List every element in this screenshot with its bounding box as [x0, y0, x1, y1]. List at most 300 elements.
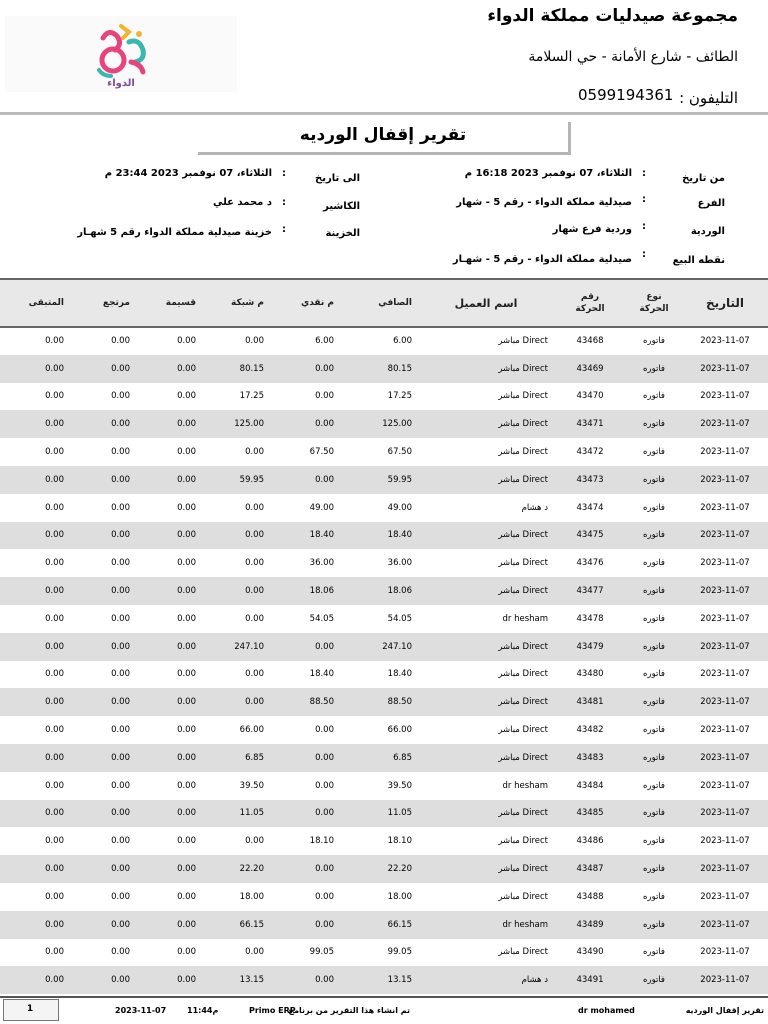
col-coupon-header: قسيمة: [165, 298, 196, 308]
phone-value: 0599194361: [578, 86, 674, 104]
logo-area: [5, 16, 237, 92]
table-row: [0, 494, 768, 522]
cell-number: 43477: [576, 586, 604, 597]
cell-returned: 0.00: [111, 697, 130, 708]
cell-cash: 0.00: [315, 725, 334, 736]
cell-number: 43484: [576, 780, 604, 791]
cell-number: 43481: [576, 697, 604, 708]
table-row: [0, 438, 768, 466]
cell-type: فاتوره: [643, 864, 665, 875]
table-row: [0, 327, 768, 355]
cell-coupon: 0.00: [177, 697, 196, 708]
cell-date: 2023-11-07: [700, 336, 750, 347]
cell-customer: مباشر Direct: [498, 864, 548, 875]
cell-type: فاتوره: [643, 725, 665, 736]
cell-returned: 0.00: [111, 641, 130, 652]
cell-number: 43470: [576, 391, 604, 402]
cell-customer: مباشر Direct: [498, 725, 548, 736]
cell-net: 36.00: [387, 558, 412, 569]
branch-colon: :: [642, 194, 646, 205]
cell-remaining: 0.00: [45, 780, 64, 791]
cell-date: 2023-11-07: [700, 697, 750, 708]
cell-date: 2023-11-07: [700, 613, 750, 624]
cell-customer: مباشر Direct: [498, 558, 548, 569]
cell-coupon: 0.00: [177, 586, 196, 597]
report-title: تقرير إقفال الورديه: [299, 125, 467, 145]
cell-network: 22.20: [239, 864, 264, 875]
col-customer-header: اسم العميل: [454, 296, 518, 310]
logo-text: الدواء: [107, 78, 135, 89]
cell-date: 2023-11-07: [700, 363, 750, 374]
cell-customer: مباشر Direct: [498, 474, 548, 485]
cell-network: 6.85: [245, 752, 264, 763]
cell-customer: د هشام: [521, 975, 548, 986]
cell-number: 43490: [576, 947, 604, 958]
cell-number: 43479: [576, 641, 604, 652]
cell-network: 59.95: [239, 474, 264, 485]
treasury-label: الخزينة: [325, 228, 360, 239]
cell-net: 88.50: [387, 697, 412, 708]
cell-customer: مباشر Direct: [498, 586, 548, 597]
cell-coupon: 0.00: [177, 947, 196, 958]
cell-number: 43487: [576, 864, 604, 875]
shift-colon: :: [642, 221, 646, 232]
cell-network: 0.00: [245, 502, 264, 513]
cell-customer: مباشر Direct: [498, 391, 548, 402]
cell-type: فاتوره: [643, 780, 665, 791]
cell-cash: 6.00: [315, 336, 334, 347]
cell-net: 18.40: [387, 669, 412, 680]
cell-remaining: 0.00: [45, 641, 64, 652]
company-name: مجموعة صيدليات مملكة الدواء: [487, 6, 738, 26]
cell-returned: 0.00: [111, 947, 130, 958]
cell-cash: 99.05: [309, 947, 334, 958]
cell-number: 43473: [576, 474, 604, 485]
cell-network: 0.00: [245, 669, 264, 680]
cell-number: 43491: [576, 975, 604, 986]
cell-remaining: 0.00: [45, 697, 64, 708]
cell-cash: 0.00: [315, 391, 334, 402]
cell-number: 43489: [576, 919, 604, 930]
cell-net: 18.40: [387, 530, 412, 541]
cell-number: 43475: [576, 530, 604, 541]
cell-coupon: 0.00: [177, 558, 196, 569]
cell-coupon: 0.00: [177, 641, 196, 652]
cell-net: 125.00: [382, 419, 412, 430]
cell-coupon: 0.00: [177, 836, 196, 847]
cell-coupon: 0.00: [177, 336, 196, 347]
cell-returned: 0.00: [111, 502, 130, 513]
cell-date: 2023-11-07: [700, 725, 750, 736]
cell-cash: 0.00: [315, 641, 334, 652]
footer-report-name: تقرير إقفال الورديه: [685, 1006, 764, 1015]
cell-type: فاتوره: [643, 447, 665, 458]
cell-network: 0.00: [245, 586, 264, 597]
table-row: [0, 827, 768, 855]
table-row: [0, 605, 768, 633]
cell-remaining: 0.00: [45, 391, 64, 402]
table-row: [0, 549, 768, 577]
col-type-header: [626, 279, 682, 327]
treasury-value: خزينة صيدلية مملكة الدواء رقم 5 شهـار: [77, 227, 272, 238]
table-row: [0, 661, 768, 689]
cell-date: 2023-11-07: [700, 586, 750, 597]
cell-number: 43483: [576, 752, 604, 763]
cell-coupon: 0.00: [177, 391, 196, 402]
cell-cash: 0.00: [315, 808, 334, 819]
cell-customer: مباشر Direct: [498, 641, 548, 652]
table-row: [0, 716, 768, 744]
cell-network: 0.00: [245, 613, 264, 624]
table-row: [0, 911, 768, 939]
cell-type: فاتوره: [643, 558, 665, 569]
cell-date: 2023-11-07: [700, 558, 750, 569]
table-header-row: [0, 279, 768, 327]
cell-remaining: 0.00: [45, 919, 64, 930]
cell-cash: 18.10: [309, 836, 334, 847]
cell-cash: 88.50: [309, 697, 334, 708]
cell-coupon: 0.00: [177, 502, 196, 513]
col-type-header-text: نوع الحركة: [639, 292, 669, 314]
cell-returned: 0.00: [111, 780, 130, 791]
pos-colon: :: [642, 249, 646, 260]
cell-customer: dr hesham: [502, 919, 548, 930]
cell-remaining: 0.00: [45, 613, 64, 624]
cell-returned: 0.00: [111, 530, 130, 541]
cell-remaining: 0.00: [45, 808, 64, 819]
footer-user: dr mohamed: [578, 1006, 635, 1015]
cell-network: 66.00: [239, 725, 264, 736]
cell-cash: 49.00: [309, 502, 334, 513]
cell-customer: مباشر Direct: [498, 336, 548, 347]
cell-net: 99.05: [387, 947, 412, 958]
cell-returned: 0.00: [111, 919, 130, 930]
table-row: [0, 883, 768, 911]
table-row: [0, 966, 768, 994]
table-row: [0, 633, 768, 661]
cell-returned: 0.00: [111, 419, 130, 430]
cell-coupon: 0.00: [177, 808, 196, 819]
cashier-colon: :: [282, 197, 286, 208]
cell-remaining: 0.00: [45, 474, 64, 485]
cell-net: 18.00: [387, 891, 412, 902]
cell-net: 59.95: [387, 474, 412, 485]
cell-returned: 0.00: [111, 474, 130, 485]
cell-date: 2023-11-07: [700, 975, 750, 986]
cell-net: 80.15: [387, 363, 412, 374]
pos-label: نقطه البيع: [672, 255, 725, 266]
cell-number: 43480: [576, 669, 604, 680]
footer-divider: [0, 996, 768, 998]
cell-date: 2023-11-07: [700, 864, 750, 875]
footer-date: 2023-11-07: [115, 1006, 167, 1015]
cell-remaining: 0.00: [45, 363, 64, 374]
to-date-colon: :: [282, 168, 286, 179]
cell-type: فاتوره: [643, 836, 665, 847]
cell-remaining: 0.00: [45, 558, 64, 569]
cell-coupon: 0.00: [177, 780, 196, 791]
cell-date: 2023-11-07: [700, 391, 750, 402]
cell-cash: 0.00: [315, 891, 334, 902]
cell-date: 2023-11-07: [700, 669, 750, 680]
cell-remaining: 0.00: [45, 530, 64, 541]
cell-number: 43482: [576, 725, 604, 736]
cell-coupon: 0.00: [177, 669, 196, 680]
cell-date: 2023-11-07: [700, 641, 750, 652]
cell-coupon: 0.00: [177, 474, 196, 485]
cell-cash: 0.00: [315, 363, 334, 374]
cell-cash: 18.40: [309, 530, 334, 541]
table-row: [0, 744, 768, 772]
cell-number: 43469: [576, 363, 604, 374]
from-date-label: من تاريخ: [682, 173, 725, 184]
shift-value: وردية فرع شهار: [552, 224, 632, 235]
cell-network: 17.25: [239, 391, 264, 402]
cell-network: 0.00: [245, 558, 264, 569]
to-date-label: الى تاريخ: [314, 173, 360, 184]
cell-remaining: 0.00: [45, 975, 64, 986]
cell-cash: 0.00: [315, 780, 334, 791]
col-returned-header: مرتجع: [102, 298, 130, 308]
cell-date: 2023-11-07: [700, 780, 750, 791]
cell-number: 43472: [576, 447, 604, 458]
footer-time: م11:44: [187, 1006, 219, 1015]
col-remaining-header: المتبقى: [28, 298, 64, 308]
cell-type: فاتوره: [643, 530, 665, 541]
cell-type: فاتوره: [643, 391, 665, 402]
cell-returned: 0.00: [111, 891, 130, 902]
cell-returned: 0.00: [111, 975, 130, 986]
cell-net: 11.05: [387, 808, 412, 819]
from-date-colon: :: [642, 168, 646, 179]
cell-number: 43468: [576, 336, 604, 347]
cell-remaining: 0.00: [45, 864, 64, 875]
cell-cash: 18.40: [309, 669, 334, 680]
cell-network: 0.00: [245, 530, 264, 541]
cell-date: 2023-11-07: [700, 891, 750, 902]
cell-returned: 0.00: [111, 836, 130, 847]
cell-remaining: 0.00: [45, 947, 64, 958]
cell-coupon: 0.00: [177, 613, 196, 624]
cell-returned: 0.00: [111, 808, 130, 819]
branch-label: الفرع: [697, 198, 725, 209]
cell-cash: 54.05: [309, 613, 334, 624]
cell-number: 43478: [576, 613, 604, 624]
cell-network: 0.00: [245, 697, 264, 708]
cell-type: فاتوره: [643, 975, 665, 986]
cell-date: 2023-11-07: [700, 836, 750, 847]
cell-type: فاتوره: [643, 474, 665, 485]
table-row: [0, 577, 768, 605]
company-address: الطائف - شارع الأمانة - حي السلامة: [528, 49, 738, 65]
table-row: [0, 939, 768, 967]
cell-returned: 0.00: [111, 864, 130, 875]
cell-net: 13.15: [387, 975, 412, 986]
table-row: [0, 772, 768, 800]
cell-returned: 0.00: [111, 363, 130, 374]
cell-net: 18.06: [387, 586, 412, 597]
cell-returned: 0.00: [111, 447, 130, 458]
cell-number: 43485: [576, 808, 604, 819]
cell-coupon: 0.00: [177, 447, 196, 458]
cell-net: 6.85: [393, 752, 412, 763]
cell-network: 80.15: [239, 363, 264, 374]
cell-number: 43486: [576, 836, 604, 847]
cell-network: 0.00: [245, 836, 264, 847]
cell-number: 43488: [576, 891, 604, 902]
table-row: [0, 522, 768, 550]
cell-type: فاتوره: [643, 502, 665, 513]
cell-returned: 0.00: [111, 558, 130, 569]
table-row: [0, 355, 768, 383]
cell-network: 11.05: [239, 808, 264, 819]
cell-returned: 0.00: [111, 391, 130, 402]
cell-network: 18.00: [239, 891, 264, 902]
table-row: [0, 466, 768, 494]
cell-network: 0.00: [245, 336, 264, 347]
cell-coupon: 0.00: [177, 864, 196, 875]
cell-net: 17.25: [387, 391, 412, 402]
cell-type: فاتوره: [643, 363, 665, 374]
cell-customer: مباشر Direct: [498, 947, 548, 958]
cell-returned: 0.00: [111, 613, 130, 624]
col-network-header: م شبكة: [231, 298, 264, 308]
cell-cash: 0.00: [315, 975, 334, 986]
cell-number: 43474: [576, 502, 604, 513]
to-date-value: الثلاثاء، 07 نوفمبر 2023 23:44 م: [104, 168, 272, 179]
cell-type: فاتوره: [643, 919, 665, 930]
cell-cash: 18.06: [309, 586, 334, 597]
page-number: 1: [26, 1004, 34, 1014]
cell-coupon: 0.00: [177, 891, 196, 902]
cell-coupon: 0.00: [177, 919, 196, 930]
cell-number: 43471: [576, 419, 604, 430]
cell-cash: 67.50: [309, 447, 334, 458]
cell-net: 39.50: [387, 780, 412, 791]
cell-customer: مباشر Direct: [498, 697, 548, 708]
cell-network: 0.00: [245, 947, 264, 958]
table-row: [0, 410, 768, 438]
cell-net: 6.00: [393, 336, 412, 347]
cell-type: فاتوره: [643, 808, 665, 819]
pos-value: صيدلية مملكة الدواء - رقم 5 - شهـار: [452, 254, 632, 265]
cell-returned: 0.00: [111, 752, 130, 763]
cell-customer: مباشر Direct: [498, 836, 548, 847]
cell-net: 66.00: [387, 725, 412, 736]
cell-customer: مباشر Direct: [498, 891, 548, 902]
cell-net: 54.05: [387, 613, 412, 624]
cell-remaining: 0.00: [45, 836, 64, 847]
cell-cash: 36.00: [309, 558, 334, 569]
cell-type: فاتوره: [643, 697, 665, 708]
cell-returned: 0.00: [111, 669, 130, 680]
cell-cash: 0.00: [315, 864, 334, 875]
cell-customer: dr hesham: [502, 780, 548, 791]
cell-type: فاتوره: [643, 336, 665, 347]
cell-remaining: 0.00: [45, 669, 64, 680]
cell-customer: مباشر Direct: [498, 808, 548, 819]
cell-network: 0.00: [245, 447, 264, 458]
cell-remaining: 0.00: [45, 752, 64, 763]
col-cash-header: م نقدي: [300, 298, 334, 308]
cell-coupon: 0.00: [177, 752, 196, 763]
cell-date: 2023-11-07: [700, 447, 750, 458]
from-date-value: الثلاثاء، 07 نوفمبر 2023 16:18 م: [464, 168, 632, 179]
cell-customer: مباشر Direct: [498, 669, 548, 680]
table-row: [0, 383, 768, 411]
header-divider: [0, 112, 768, 115]
cell-returned: 0.00: [111, 336, 130, 347]
cell-type: فاتوره: [643, 752, 665, 763]
cashier-value: د محمد علي: [212, 197, 272, 208]
cell-cash: 0.00: [315, 419, 334, 430]
cell-remaining: 0.00: [45, 419, 64, 430]
table-row: [0, 855, 768, 883]
cell-cash: 0.00: [315, 919, 334, 930]
cell-remaining: 0.00: [45, 891, 64, 902]
cell-net: 49.00: [387, 502, 412, 513]
cell-coupon: 0.00: [177, 530, 196, 541]
footer-program: Primo ERP: [249, 1006, 296, 1015]
branch-value: صيدلية مملكة الدواء - رقم 5 - شهار: [456, 197, 632, 208]
cell-type: فاتوره: [643, 613, 665, 624]
cell-network: 247.10: [234, 641, 264, 652]
phone-label: التليفون :: [679, 89, 738, 107]
cell-date: 2023-11-07: [700, 419, 750, 430]
cell-type: فاتوره: [643, 586, 665, 597]
cell-date: 2023-11-07: [700, 919, 750, 930]
cell-type: فاتوره: [643, 947, 665, 958]
cell-returned: 0.00: [111, 725, 130, 736]
cell-customer: د هشام: [521, 502, 548, 513]
cell-remaining: 0.00: [45, 447, 64, 458]
cell-type: فاتوره: [643, 641, 665, 652]
cell-net: 247.10: [382, 641, 412, 652]
cell-net: 18.10: [387, 836, 412, 847]
table-row: [0, 688, 768, 716]
pharmacy-logo-icon: [5, 16, 237, 92]
cell-date: 2023-11-07: [700, 752, 750, 763]
cell-customer: مباشر Direct: [498, 363, 548, 374]
cell-date: 2023-11-07: [700, 947, 750, 958]
cell-net: 66.15: [387, 919, 412, 930]
cell-returned: 0.00: [111, 586, 130, 597]
cell-customer: مباشر Direct: [498, 530, 548, 541]
cell-remaining: 0.00: [45, 336, 64, 347]
cell-coupon: 0.00: [177, 363, 196, 374]
cell-date: 2023-11-07: [700, 474, 750, 485]
cell-date: 2023-11-07: [700, 808, 750, 819]
treasury-colon: :: [282, 224, 286, 235]
cell-type: فاتوره: [643, 891, 665, 902]
col-net-header: الصافي: [378, 298, 412, 308]
cell-customer: مباشر Direct: [498, 447, 548, 458]
cell-customer: dr hesham: [502, 613, 548, 624]
cell-cash: 0.00: [315, 474, 334, 485]
col-number-header-text: رقم الحركة: [575, 292, 605, 314]
cell-network: 125.00: [234, 419, 264, 430]
col-date-header: التاريخ: [705, 296, 745, 310]
cell-coupon: 0.00: [177, 975, 196, 986]
cell-date: 2023-11-07: [700, 530, 750, 541]
transactions-table: [0, 278, 768, 994]
cell-date: 2023-11-07: [700, 502, 750, 513]
cell-network: 39.50: [239, 780, 264, 791]
cell-net: 67.50: [387, 447, 412, 458]
cell-network: 13.15: [239, 975, 264, 986]
cell-customer: مباشر Direct: [498, 752, 548, 763]
cell-cash: 0.00: [315, 752, 334, 763]
